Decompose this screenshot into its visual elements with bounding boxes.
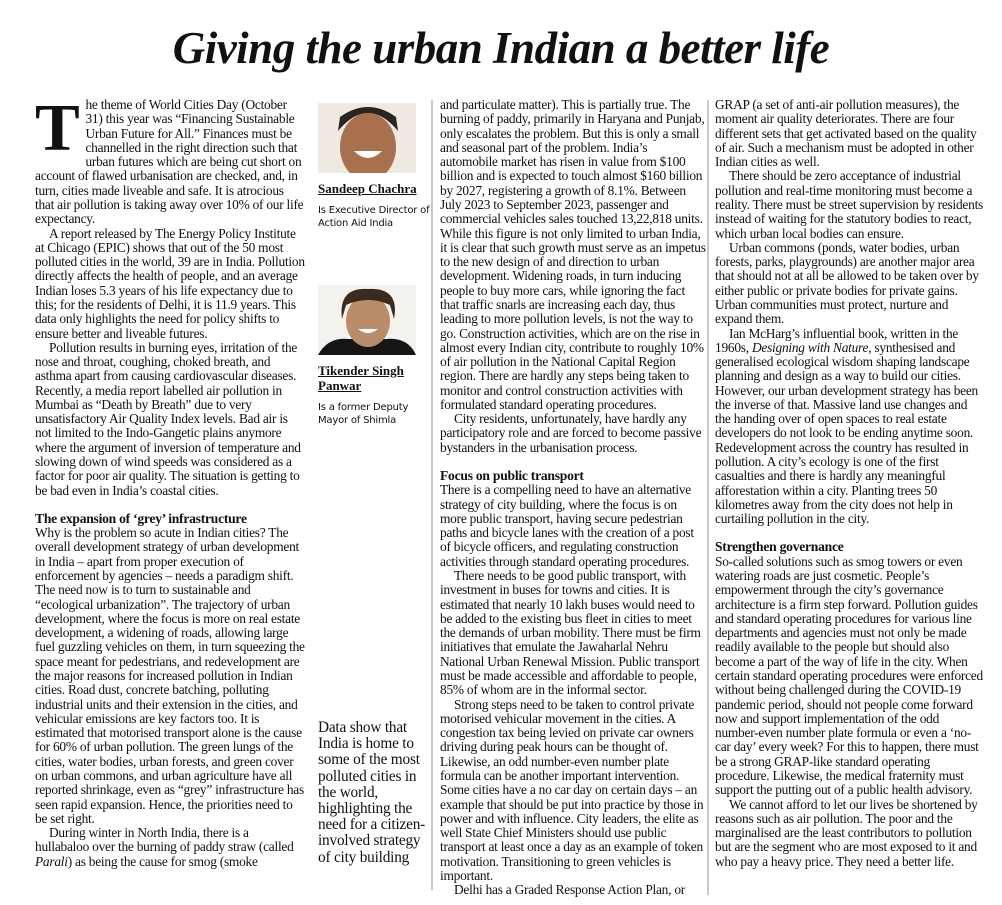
paragraph: he theme of World Cities Day (October 31) this year was “Financing Sustainable Urban Future for All.” Finances must be channelled in the right direction such that urban futures which are being cut short on account of flawed urbanisation are checked, and, in turn, cities made liveable and safe. It is atrocious that air pollution is taking away over 10% of our life expectancy. [35, 97, 304, 227]
author-card [318, 103, 430, 230]
paragraph: Pollution results in burning eyes, irritation of the nose and throat, coughing, choked breath, and asthma apart from causing cardiovascular diseases. Recently, a media report labelled air pollution in Mumbai as “Death by Breath” due to very unsatisfactory Air Quality Index levels. Bad air is not limited to the Indo-Gangetic plains anymore where the argument of inversion of temperature and slowing down of wind speeds was considered as a factor for poor air quality. The situation is getting to be bad even in India’s coastal cities. [35, 339, 301, 498]
text: , synthesised and generalised ecological wisdom shaping landscape planning and design as a way to build our cities. However, our urban development strategy has been the inverse of that. Massive land use changes and the handing over of open spaces to real estate developers do not look to be ending anytime soon. Redevelopment across the country has resulted in pollution. A city’s ecology is one of the first casualties and there is hardly any meaningful afforestation within a city. Planting trees 50 kilometres away from the city does not help in curtailing pollution in the city. [715, 339, 978, 527]
section-heading: Strengthen governance [715, 539, 844, 555]
article-column-3 [440, 98, 706, 897]
paragraph: and particulate matter). This is partially true. The burning of paddy, primarily in Haryana and Punjab, only escalates the problem. But this is only a small and seasonal part of the problem. India’s automobile market has risen in value from $100 billion and is expected to touch almost $160 billion by 2027, registering a growth of 8.1%. Between July 2023 to September 2023, passenger and commercial vehicles sales touched 13,22,818 units. While this figure is not only limited to urban India, it is clear that such growth must serve as an impetus to the new design of and direction to urban development. Widening roads, in turn inducing people to buy more cars, while ignoring the fact that traffic snarls are increasing each day, thus leading to more pollution levels, is not the way to go. Construction activities, which are on the rise in almost every Indian city, contribute to roughly 10% of air pollution in the National Capital Region region. There are hardly any steps being taken to monitor and control construction activities with formulated standard operating procedures. [440, 97, 706, 412]
paragraph [715, 327, 983, 527]
paragraph: A report released by The Energy Policy Institute at Chicago (EPIC) shows that out of the 50 most polluted cities in the world, 39 are in India. Pollution directly affects the health of people, and an average Indian loses 5.3 years of his life expectancy due to this; for the residents of Delhi, it is 11.9 years. This data only highlights the need for policy shifts to ensure better and liveable futures. [35, 225, 305, 341]
italic-text: Parali [35, 853, 68, 869]
section-heading: Focus on public transport [440, 468, 584, 484]
paragraph: There needs to be good public transport, with investment in buses for towns and cities. It is estimated that nearly 10 lakh buses would need to be added to the existing bus fleet in cities to meet the demands of urban mobility. There must be firm initiatives that emulate the Jawaharlal Nehru National Urban Renewal Mission. Public transport must be made accessible and affordable to people, 85% of whom are in the informal sector. [440, 568, 701, 698]
paragraph: There is a compelling need to have an alternative strategy of city building, where the focus is on more public transport, having secure pedestrian paths and bicycle lanes with the creation of a post of bicycle officers, and regulating construction activities through standard operating procedures. [440, 482, 694, 569]
text: Ian McHarg’s influential book, written in the 1960s, [715, 325, 959, 355]
paragraph: There should be zero acceptance of industrial pollution and real-time monitoring must become a reality. There must be street supervision by residents instead of waiting for the statutory bodies to react, which urban local bodies can ensure. [715, 168, 984, 241]
paragraph [35, 826, 305, 869]
paragraph: City residents, unfortunately, have hardly any participatory role and are forced to become passive bystanders in the urbanisation process. [440, 411, 702, 455]
author-description: Is a former Deputy Mayor of Shimla [318, 402, 409, 426]
author-photo [318, 285, 416, 355]
paragraph: So-called solutions such as smog towers or even watering roads are just cosmetic. People’s empowerment through the city’s governance architecture is a firm step forward. Pollution guides and standard operating procedures for various line departments and agencies must not only be made readily available to the people but should also become a part of the way of life in the city. When certain standard operating procedures were enforced without being challenged during the COVID-19 pandemic period, should not people come forward now and support implementation of the odd number-even number plate formula or even a ‘no-car day’ every week? For this to happen, there must be a strong GRAP-like standard operating procedure. Likewise, the medical fraternity must support the putting out of a public health advisory. [715, 553, 983, 798]
article-column-1 [35, 91, 305, 869]
paragraph: We cannot afford to let our lives be shortened by reasons such as air pollution. The poor and the marginalised are the least contributors to pollution but are the segment who are most exposed to it and who pay a heavy price. They need a better life. [715, 796, 978, 869]
paragraph: GRAP (a set of anti-air pollution measures), the moment air quality deteriorates. There are four different sets that get activated based on the quality of air. Such a mechanism must be adopted in other Indian cities as well. [715, 97, 977, 170]
author-name[interactable]: Sandeep Chachra [318, 181, 417, 196]
book-title: Designing with Nature [751, 339, 869, 355]
text: ) as being the cause for smog (smoke [67, 853, 258, 869]
paragraph: Delhi has a Graded Response Action Plan, or [454, 882, 685, 898]
drop-cap: T [35, 91, 80, 165]
author-description: Is Executive Director of Action Aid India [318, 205, 430, 229]
author-card [318, 285, 430, 427]
section-heading: The expansion of ‘grey’ infrastructure [35, 510, 247, 526]
author-photo [318, 103, 416, 173]
column-divider [707, 100, 709, 895]
paragraph: Strong steps need to be taken to control private motorised vehicular movement in the cities. A congestion tax being levied on private car owners driving during peak hours can be thought of. Likewise, an odd number-even number plate formula can be another important intervention. Some cities have a no car day on certain days – an example that should be put into practice by those in power and with influence. City leaders, the elite as well State Chief Ministers should use public transport at least once a day as an example of token motivation. Transitioning to green vehicles is important. [440, 696, 704, 883]
headline: Giving the urban Indian a better life [172, 23, 830, 73]
paragraph: Urban commons (ponds, water bodies, urban forests, parks, playgrounds) are another major area that should not at all be allowed to be taken over by either public or private bodies for private gains. Urban communities must protect, nurture and expand them. [715, 239, 979, 327]
text: During winter in North India, there is a hullabaloo over the burning of paddy straw (called [35, 825, 294, 855]
pull-quote: Data show that India is home to some of the most polluted cities in the world, highlighting the need for a citizen-involved strategy of city building [318, 719, 426, 866]
column-divider [431, 100, 433, 890]
paragraph: Why is the problem so acute in Indian cities? The overall development strategy of urban development in India – apart from proper execution of enforcement by agencies – needs a paradigm shift. The need now is to turn to sustainable and “ecological urbanization”. The trajectory of urban development, where the focus is more on real estate development, a widening of roads, allowing large fuel guzzling vehicles on them, in turn squeezing the space meant for pedestrians, and redevelopment are the major reasons for increased pollution in Indian cities. Road dust, concrete batching, polluting industrial units and their extension in the cities, and vehicular emissions are key factors too. It is estimated that motorised transport alone is the cause for 60% of urban pollution. The green lungs of the cities, water bodies, urban forests, and green cover on urban commons, and urban agriculture have all reported shrinkage, even as “grey” infrastructure has seen rapid expansion. Hence, the priorities need to be set right. [35, 525, 305, 826]
article-column-4 [715, 98, 983, 869]
author-name[interactable]: Tikender Singh Panwar [318, 363, 404, 393]
